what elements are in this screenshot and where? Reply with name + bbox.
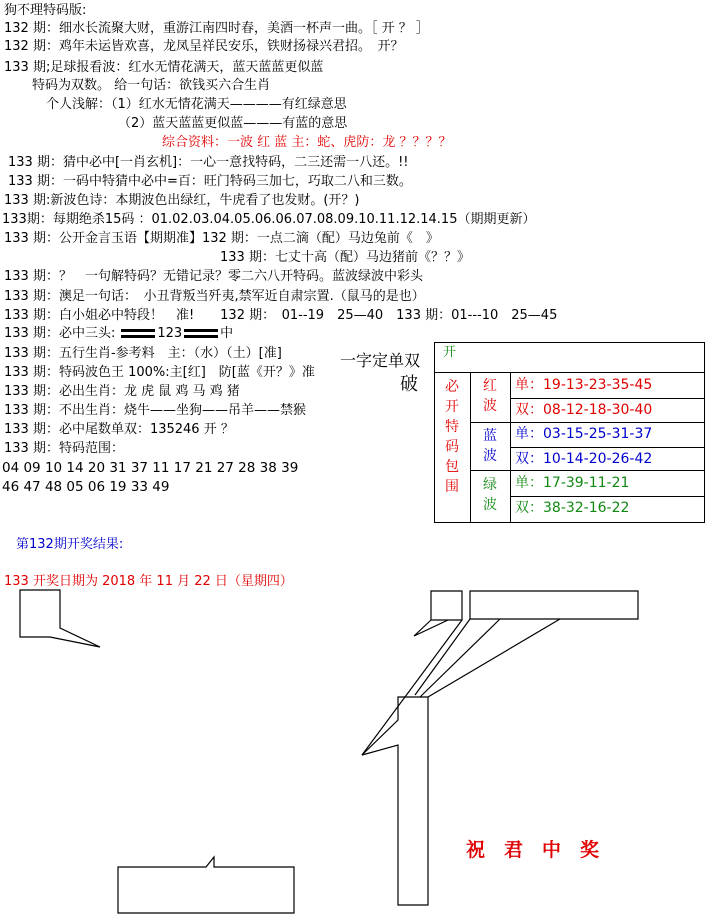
red-wave-label: 红波: [483, 378, 497, 414]
text-line: 133 期：特码范围：: [4, 441, 124, 456]
green-single: 单：17-39-11-21: [515, 475, 630, 491]
text-line: 132 期：细水长流聚大财，重游江南四时春，美酒一杯声一曲。［ 开 ？ ］: [4, 21, 429, 36]
number-range-row: 46 47 48 05 06 19 33 49: [2, 479, 170, 495]
text-line: 133 期：？ 一句解特码？无错记录？零二六八开特码。蓝波绿波中彩头: [4, 269, 423, 284]
callout-wide: [470, 591, 638, 619]
text-line: （2）蓝天蓝蓝更似蓝———有蓝的意思: [118, 116, 348, 131]
blue-wave-label: 蓝波: [483, 428, 497, 464]
blue-double: 双：10-14-20-26-42: [515, 451, 653, 467]
congrats-text: 祝 君 中 奖: [466, 839, 600, 861]
table-side-label: 必开特码包围: [445, 379, 459, 495]
text-line: 133 期：不出生肖：烧牛——坐狗——吊羊——禁猴: [4, 403, 306, 418]
text-line: 133 期：必中尾数单双：135246 开 ？: [4, 422, 234, 437]
three-heads-suffix: 中: [220, 326, 234, 341]
text-line: 133 期;足球报看波：红水无情花满天，蓝天蓝蓝更似蓝: [4, 60, 324, 75]
text-line: 133 期：七丈十高（配）马边猪前《？？》: [220, 250, 470, 265]
overlay-note: 一字定单双: [340, 351, 421, 370]
text-line: 133期：每期绝杀15码 ：01.02.03.04.05.06.06.07.08.09.10.11.12.14.15（期期更新）: [2, 212, 536, 227]
text-line: 133 期：公开金言玉语【期期准】132 期：一点二滴（配）马边兔前《 》: [4, 231, 439, 246]
page-title: 狗不理特码版:: [4, 3, 87, 18]
three-heads-value: 123: [157, 326, 183, 341]
text-line: 133 期：特码波色王 100%:主[红] 防[蓝《开？》准: [4, 365, 315, 380]
result-heading: 第132期开奖结果:: [16, 537, 124, 552]
red-single: 单：19-13-23-35-45: [515, 377, 653, 393]
table-top-label: 开: [443, 345, 457, 360]
summary-line: 综合资料：一波 红 蓝 主：蛇、虎防：龙 ？？？？: [162, 135, 452, 150]
overlay-po: 破: [400, 374, 418, 395]
text-line: 133 期:新波色诗：本期波色出绿红，牛虎看了也发财。(开？): [4, 193, 360, 208]
text-line: 133 期：必出生肖：龙 虎 鼠 鸡 马 鸡 猪: [4, 384, 240, 399]
three-heads-label: 133 期：必中三头:: [4, 326, 116, 341]
digit-one-shape: [362, 697, 428, 905]
text-line: 特码为双数。 给一句话：欲钱买六合生肖: [32, 78, 271, 93]
number-range-row: 04 09 10 14 20 31 37 11 17 21 27 28 38 39: [2, 460, 299, 476]
text-line: 133 期：五行生肖-参考料 主：（水）（土）[准]: [4, 346, 282, 361]
draw-date: 133 开奖日期为 2018 年 11 月 22 日（星期四）: [4, 574, 293, 589]
green-double: 双：38-32-16-22: [515, 500, 630, 516]
text-line: 133 期：一码中特猜中必中=百：旺门特码三加七，巧取二八和三数。: [8, 174, 412, 189]
callout-left: [20, 590, 100, 647]
red-double: 双：08-12-18-30-40: [515, 402, 653, 418]
green-wave-label: 绿波: [483, 477, 497, 513]
text-line: 个人浅解：（1）红水无情花满天————有红绿意思: [46, 97, 347, 112]
text-line: 133 期：澳足一句话： 小丑背叛当歼夷,禁军近自肃宗置.（鼠马的是也）: [4, 289, 425, 304]
text-line: 132 期：鸡年未运皆欢喜，龙凤呈祥民安乐，铁财扬禄兴君招。 开？: [4, 39, 404, 54]
callout-bottom: [118, 857, 294, 913]
text-line: 133 期：白小姐必中特段！ 准! 132 期： 01--19 25—40 133 期：01---10 25—45: [4, 308, 558, 323]
text-line: 133 期：猜中必中[一肖玄机]：一心一意找特码，二三还需一八还。!!: [8, 155, 409, 170]
converge-lines: [362, 619, 560, 755]
blue-single: 单：03-15-25-31-37: [515, 426, 653, 442]
callout-small: [431, 591, 462, 620]
callout-pointer: [414, 620, 448, 636]
